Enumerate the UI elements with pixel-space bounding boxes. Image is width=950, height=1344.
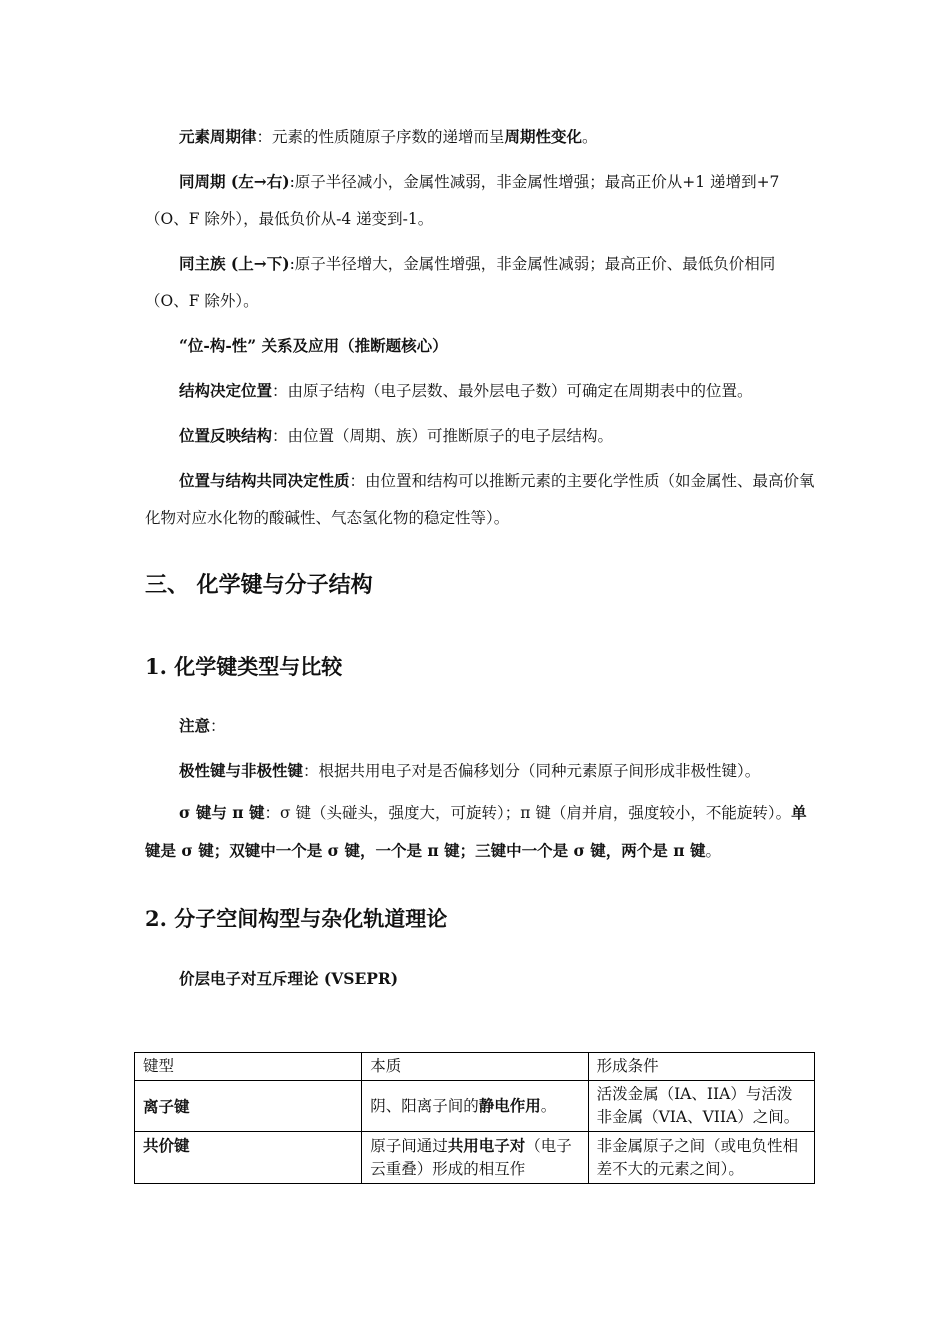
psdp-label: 位置与结构共同决定性质 (179, 471, 350, 490)
note-colon: ： (210, 717, 226, 735)
section-3-heading: 三、 化学键与分子结构 (145, 572, 373, 598)
polar-text: ：根据共用电子对是否偏移划分（同种元素原子间形成非极性键）。 (303, 762, 761, 780)
ionic-bond-cell: 离子键 (135, 1081, 362, 1132)
ionic-essence-end: 。 (540, 1097, 557, 1115)
header-condition: 形成条件 (588, 1053, 814, 1081)
sigma-pi-label: σ 键与 π 键 (179, 803, 265, 822)
sdp-label: 结构决定位置 (179, 381, 273, 400)
periodic-law-end: 。 (582, 128, 598, 146)
polar-label: 极性键与非极性键 (179, 761, 304, 780)
sigma-pi-paragraph (145, 794, 817, 870)
position-structure-property-title (145, 327, 817, 365)
same-group-label: 同主族 (上→下) (179, 254, 290, 273)
table-header-row (135, 1053, 815, 1081)
structure-determines-position (145, 372, 817, 410)
sigma-pi-bold-rule: 单键是 σ 键；双键中一个是 σ 键，一个是 π 键；三键中一个是 σ 键，两个是 π 键 (145, 803, 807, 860)
covalent-bond-cell: 共价键 (135, 1132, 362, 1184)
periodic-law-paragraph (145, 118, 817, 156)
same-group-paragraph (145, 245, 817, 320)
psp-title-text: “位-构-性” 关系及应用（推断题核心） (179, 336, 448, 355)
sigma-pi-end: 。 (705, 842, 721, 860)
ionic-essence-text: 阴、阳离子间的 (370, 1097, 479, 1115)
covalent-essence-end: （电子云重叠）形成的相互作 (370, 1137, 572, 1178)
header-essence: 本质 (362, 1053, 588, 1081)
same-group-text: :原子半径增大，金属性增强，非金属性减弱；最高正价、最低负价相同（O、F 除外）。 (145, 255, 776, 310)
psdp-text: ：由位置和结构可以推断元素的主要化学性质（如金属性、最高价氧化物对应水化物的酸碱性、气态氢化物的稳定性等）。 (145, 472, 815, 527)
bond-types-table (134, 1052, 815, 1184)
periodic-law-label: 元素周期律 (179, 127, 257, 146)
note-label-paragraph (145, 707, 817, 745)
prs-text: ：由位置（周期、族）可推断原子的电子层结构。 (272, 427, 614, 445)
covalent-essence-bold: 共用电子对 (447, 1136, 526, 1155)
position-reflects-structure (145, 417, 817, 455)
table-row (135, 1132, 815, 1184)
same-period-text: :原子半径减小，金属性减弱，非金属性增强；最高正价从+1 递增到+7（O、F 除外），最低负价从-4 递变到-1。 (145, 173, 780, 228)
sigma-pi-text: ：σ 键（头碰头，强度大，可旋转）；π 键（肩并肩，强度较小，不能旋转）。 (264, 804, 792, 822)
ionic-condition-cell: 活泼金属（IA、IIA）与活泼非金属（VIA、VIIA）之间。 (588, 1081, 814, 1132)
sdp-text: ：由原子结构（电子层数、最外层电子数）可确定在周期表中的位置。 (272, 382, 753, 400)
subsection-2-heading: 2. 分子空间构型与杂化轨道理论 (145, 906, 448, 931)
table-row (135, 1081, 815, 1132)
prs-label: 位置反映结构 (179, 426, 273, 445)
vsepr-title: 价层电子对互斥理论 (VSEPR) (179, 969, 399, 988)
same-period-paragraph (145, 163, 817, 238)
covalent-condition-cell: 非金属原子之间（或电负性相差不大的元素之间）。 (588, 1132, 814, 1184)
periodic-law-text: ：元素的性质随原子序数的递增而呈 (256, 128, 505, 146)
ionic-essence-cell (362, 1081, 588, 1132)
subsection-1-heading: 1. 化学键类型与比较 (145, 654, 343, 679)
ionic-essence-bold: 静电作用 (478, 1096, 541, 1115)
polar-nonpolar-paragraph (145, 752, 817, 790)
same-period-label: 同周期 (左→右) (179, 172, 290, 191)
periodic-change-bold: 周期性变化 (504, 127, 583, 146)
note-label: 注意 (179, 716, 211, 735)
header-bond-type: 键型 (135, 1053, 362, 1081)
covalent-essence-cell (362, 1132, 588, 1184)
covalent-essence-text: 原子间通过 (370, 1137, 448, 1155)
vsepr-title-paragraph (145, 960, 817, 998)
position-structure-determine-property (145, 462, 817, 537)
